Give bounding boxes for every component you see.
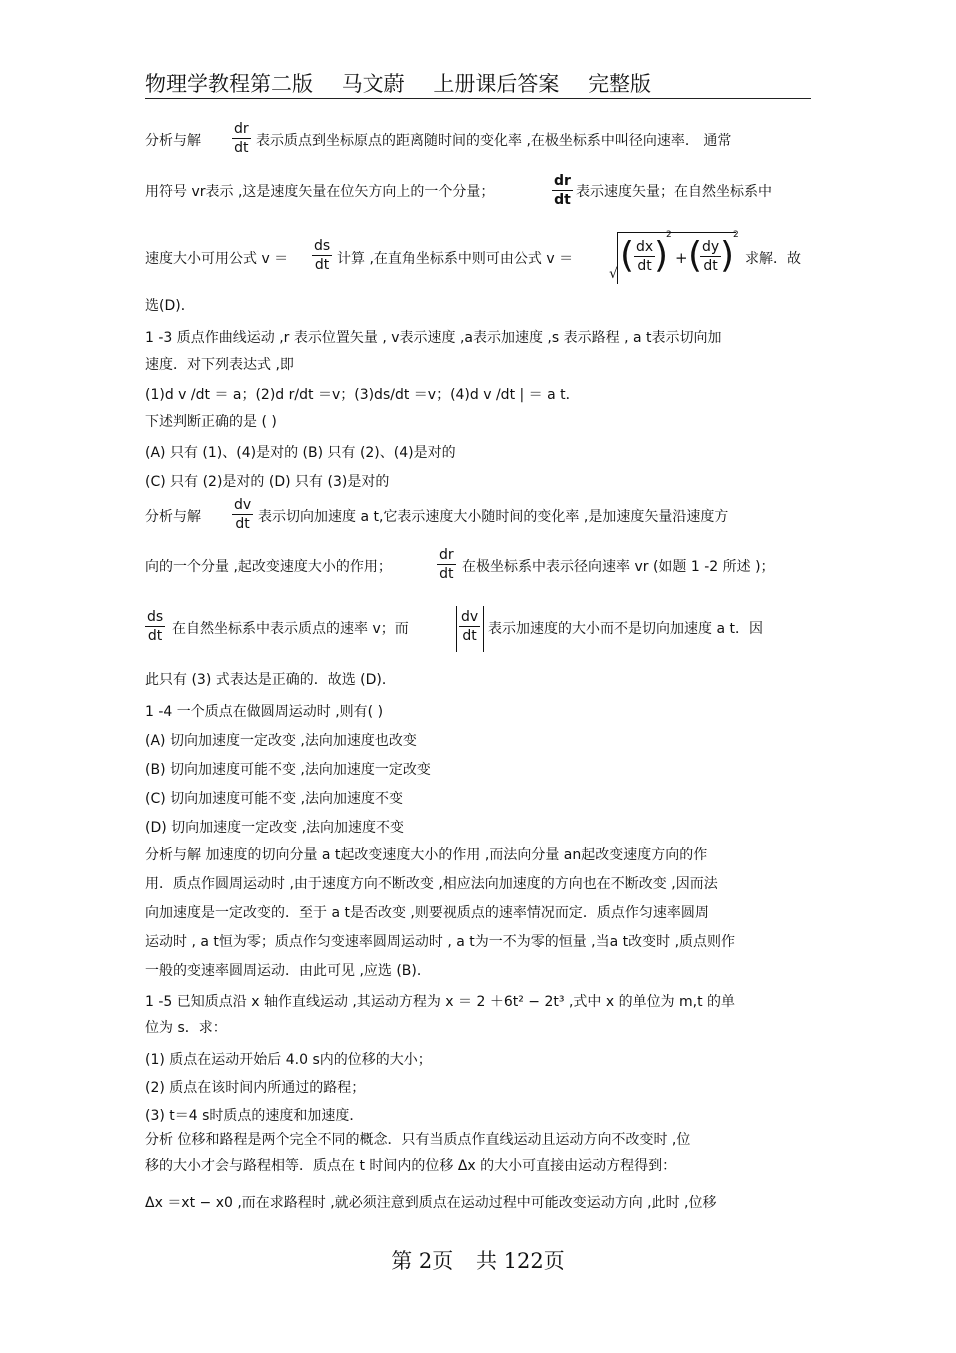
paren-close: ) xyxy=(720,235,735,276)
text-line: 运动时 , a t恒为零；质点作匀变速率圆周运动时 , a t为一不为零的恒量 ,当a t改变时 ,质点则作 xyxy=(145,934,736,950)
option-d: (D) 切向加速度一定改变 ,法向加速度不变 xyxy=(145,820,405,836)
fraction-dr-vector-dt: $\frac{dr}{dt}$ xyxy=(554,173,571,208)
text-line: 在自然坐标系中表示质点的速率 v；而 xyxy=(172,621,409,637)
text-line: 位为 s．求： xyxy=(145,1020,227,1036)
text-line: 下述判断正确的是 ( ) xyxy=(145,414,277,430)
text-line: Δx ＝xt − x0 ,而在求路程时 ,就必须注意到质点在运动过程中可能改变运动方向 ,此时 ,位移 xyxy=(145,1195,717,1211)
subquestion-1: (1) 质点在运动开始后 4.0 s内的位移的大小； xyxy=(145,1052,432,1068)
text-line: 表示质点到坐标原点的距离随时间的变化率 ,在极坐标系中叫径向速率． 通常 xyxy=(256,133,732,149)
subquestion-3: (3) t＝4 s时质点的速度和加速度． xyxy=(145,1108,364,1124)
fraction-abs-dv-dt: $\frac{dv}{dt}$ xyxy=(461,609,479,644)
fraction-dy-dt: $\frac{dy}{dt}$ xyxy=(702,239,720,274)
page-header xyxy=(145,70,811,99)
text-line: 求解．故 xyxy=(745,251,801,267)
text-line: 速度大小可用公式 v ＝ xyxy=(145,251,289,267)
sqrt-tick: √ xyxy=(609,266,618,282)
fraction-dr-dt: $\frac{dr}{dt}$ xyxy=(234,121,249,156)
paren-close: ) xyxy=(654,235,669,276)
text-line: 分析与解 xyxy=(145,133,201,149)
subquestion-2: (2) 质点在该时间内所通过的路程； xyxy=(145,1080,366,1096)
fraction-dr-dt: $\frac{dr}{dt}$ xyxy=(439,547,454,582)
page-footer xyxy=(0,1245,956,1275)
text-line: 在极坐标系中表示径向速率 vr (如题 1 -2 所述 )； xyxy=(462,559,775,575)
text-line: 向加速度是一定改变的．至于 a t是否改变 ,则要视质点的速率情况而定．质点作匀速率圆周 xyxy=(145,905,709,921)
exponent: 2 xyxy=(733,230,739,240)
text-line: 选(D)． xyxy=(145,298,195,314)
option-a: (A) 切向加速度一定改变 ,法向加速度也改变 xyxy=(145,733,417,749)
abs-bar-right xyxy=(483,606,484,652)
text-line: 速度．对下列表达式 ,即 xyxy=(145,357,294,373)
paren-open: ( xyxy=(688,235,703,276)
text-line: 分析 位移和路程是两个完全不同的概念．只有当质点作直线运动且运动方向不改变时 ,位 xyxy=(145,1132,691,1148)
question-1-4: 1 -4 一个质点在做圆周运动时 ,则有( ) xyxy=(145,704,384,720)
text-line: 表示切向加速度 a t,它表示速度大小随时间的变化率 ,是加速度矢量沿速度方 xyxy=(258,509,729,525)
author: 马文蔚 xyxy=(341,72,405,96)
text-line: 分析与解 加速度的切向分量 a t起改变速度大小的作用 ,而法向分量 an起改变速度方向的作 xyxy=(145,847,708,863)
text-line: 表示速度矢量；在自然坐标系中 xyxy=(576,184,772,200)
fraction-ds-dt: $\frac{ds}{dt}$ xyxy=(314,238,331,273)
text-line: 用．质点作圆周运动时 ,由于速度方向不断改变 ,相应法向加速度的方向也在不断改变 ,因而法 xyxy=(145,876,718,892)
text-line: 移的大小才会与路程相等．质点在 t 时间内的位移 Δx 的大小可直接由运动方程得到： xyxy=(145,1158,677,1174)
option-b: (B) 切向加速度可能不变 ,法向加速度一定改变 xyxy=(145,762,431,778)
expressions: (1)d v /dt ＝ a；(2)d r/dt ＝v；(3)ds/dt ＝v；(4)d v /dt | ＝ a t． xyxy=(145,387,580,403)
text-line: 计算 ,在直角坐标系中则可由公式 v ＝ xyxy=(337,251,574,267)
option-c: (C) 切向加速度可能不变 ,法向加速度不变 xyxy=(145,791,404,807)
volume: 上册课后答案 xyxy=(433,72,560,96)
sqrt-bar xyxy=(618,232,736,233)
options-cd: (C) 只有 (2)是对的 (D) 只有 (3)是对的 xyxy=(145,474,390,490)
text-line: 一般的变速率圆周运动．由此可见 ,应选 (B)． xyxy=(145,963,431,979)
fraction-dv-dt: $\frac{dv}{dt}$ xyxy=(234,497,252,532)
book-title: 物理学教程第二版 xyxy=(145,72,313,96)
options-ab: (A) 只有 (1)、(4)是对的 (B) 只有 (2)、(4)是对的 xyxy=(145,445,456,461)
text-line: 此只有 (3) 式表达是正确的．故选 (D)． xyxy=(145,672,396,688)
text-line: 向的一个分量 ,起改变速度大小的作用； xyxy=(145,559,392,575)
fraction-ds-dt: $\frac{ds}{dt}$ xyxy=(147,609,164,644)
edition: 完整版 xyxy=(588,72,652,96)
abs-bar-left xyxy=(456,606,457,652)
question-1-3: 1 -3 质点作曲线运动 ,r 表示位置矢量 , v表示速度 ,a表示加速度 ,s 表示路程 , a t表示切向加 xyxy=(145,330,722,346)
text-line: 表示加速度的大小而不是切向加速度 a t．因 xyxy=(488,621,763,637)
fraction-dx-dt: $\frac{dx}{dt}$ xyxy=(636,239,654,274)
text-line: 用符号 vr表示 ,这是速度矢量在位矢方向上的一个分量； xyxy=(145,184,495,200)
page-number: 第 2页 xyxy=(391,1249,454,1273)
exponent: 2 xyxy=(666,230,672,240)
text-line: 分析与解 xyxy=(145,509,201,525)
question-1-5: 1 -5 已知质点沿 x 轴作直线运动 ,其运动方程为 x ＝ 2 ＋6t² − 2t³ ,式中 x 的单位为 m,t 的单 xyxy=(145,994,736,1010)
plus-sign: + xyxy=(675,249,688,267)
paren-open: ( xyxy=(620,235,635,276)
page-total: 共 122页 xyxy=(475,1249,565,1273)
